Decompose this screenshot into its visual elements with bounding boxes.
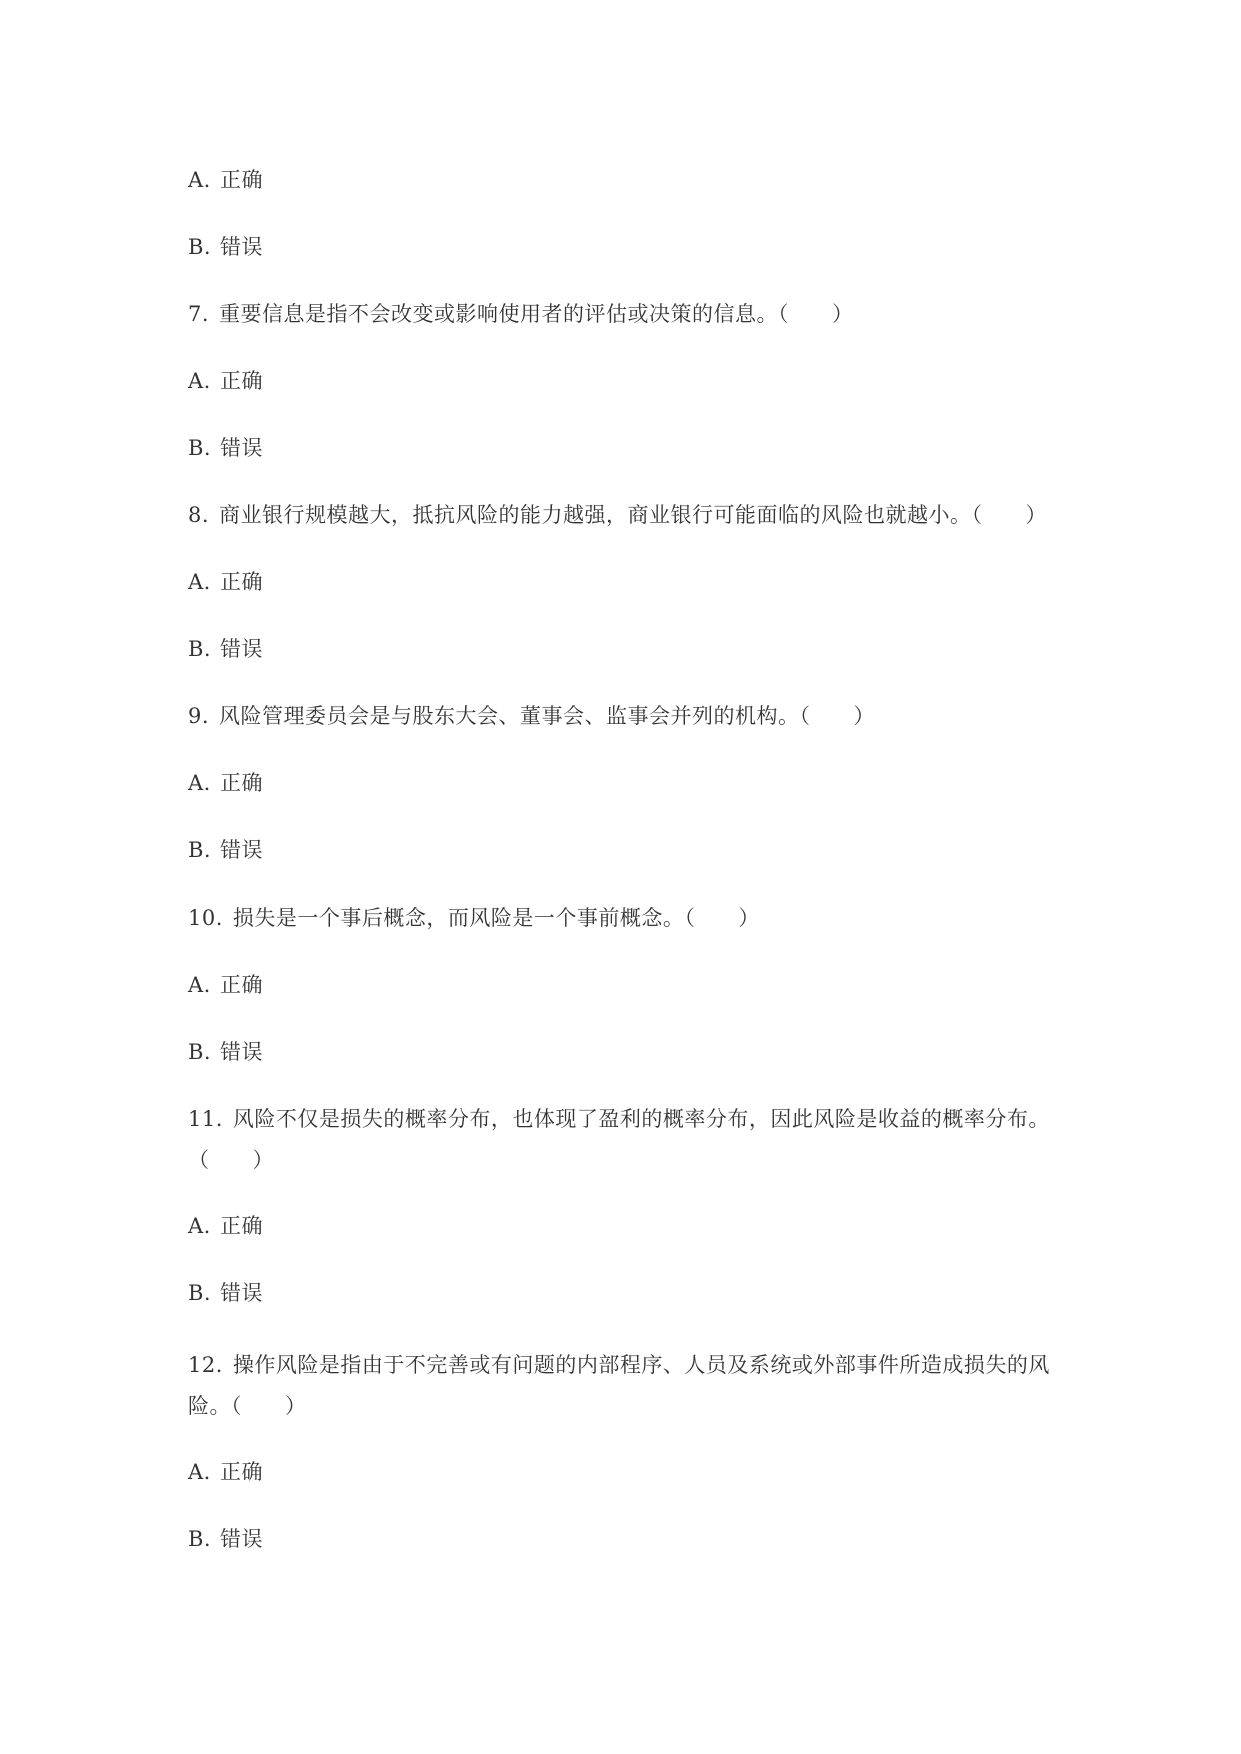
question-number: 11. xyxy=(188,1107,223,1131)
question-11-continuation xyxy=(188,1140,1068,1180)
option-letter: A. xyxy=(188,1214,211,1238)
option-text: 正确 xyxy=(220,570,263,594)
option-letter: A. xyxy=(188,168,211,192)
option-letter: A. xyxy=(188,973,211,997)
option-text: 错误 xyxy=(220,1527,263,1551)
option-b-q8 xyxy=(188,629,1068,669)
option-letter: B. xyxy=(188,1040,212,1064)
question-8 xyxy=(188,495,1068,535)
option-a-q6 xyxy=(188,160,1068,200)
option-b-q12 xyxy=(188,1519,1068,1559)
option-a-q11 xyxy=(188,1206,1068,1246)
question-number: 9. xyxy=(188,704,210,728)
option-a-q7 xyxy=(188,361,1068,401)
option-text: 正确 xyxy=(220,1214,263,1238)
question-12 xyxy=(188,1345,1068,1385)
question-7 xyxy=(188,294,1068,334)
question-text: 风险管理委员会是与股东大会、董事会、监事会并列的机构。（ ） xyxy=(219,704,876,728)
question-text: 风险不仅是损失的概率分布，也体现了盈利的概率分布，因此风险是收益的概率分布。 xyxy=(232,1107,1050,1131)
option-text: 错误 xyxy=(220,1281,263,1305)
option-text: 错误 xyxy=(220,1040,263,1064)
option-text: 错误 xyxy=(220,838,263,862)
question-text: 险。（ ） xyxy=(188,1394,307,1418)
option-text: 正确 xyxy=(220,1460,263,1484)
question-number: 7. xyxy=(188,302,210,326)
option-b-q7 xyxy=(188,428,1068,468)
option-letter: A. xyxy=(188,369,211,393)
option-a-q12 xyxy=(188,1452,1068,1492)
option-b-q11 xyxy=(188,1273,1068,1313)
option-b-q9 xyxy=(188,830,1068,870)
option-b-q10 xyxy=(188,1032,1068,1072)
option-text: 正确 xyxy=(220,771,263,795)
option-letter: B. xyxy=(188,436,212,460)
option-b-q6 xyxy=(188,227,1068,267)
option-letter: A. xyxy=(188,1460,211,1484)
option-letter: A. xyxy=(188,771,211,795)
option-a-q10 xyxy=(188,965,1068,1005)
option-text: 正确 xyxy=(220,168,263,192)
question-10 xyxy=(188,898,1068,938)
option-text: 错误 xyxy=(220,235,263,259)
question-11 xyxy=(188,1099,1068,1139)
option-text: 正确 xyxy=(220,369,263,393)
option-letter: B. xyxy=(188,1527,212,1551)
option-letter: B. xyxy=(188,838,212,862)
option-a-q8 xyxy=(188,562,1068,602)
option-letter: B. xyxy=(188,235,212,259)
question-text: 操作风险是指由于不完善或有问题的内部程序、人员及系统或外部事件所造成损失的风 xyxy=(232,1353,1050,1377)
question-number: 10. xyxy=(188,906,223,930)
option-letter: B. xyxy=(188,637,212,661)
question-number: 8. xyxy=(188,503,210,527)
question-12-continuation xyxy=(188,1386,1068,1426)
question-text: 重要信息是指不会改变或影响使用者的评估或决策的信息。（ ） xyxy=(219,302,854,326)
option-letter: B. xyxy=(188,1281,212,1305)
question-number: 12. xyxy=(188,1353,223,1377)
question-text: （ ） xyxy=(188,1148,274,1172)
question-text: 商业银行规模越大，抵抗风险的能力越强，商业银行可能面临的风险也就越小。（ ） xyxy=(219,503,1048,527)
option-letter: A. xyxy=(188,570,211,594)
option-text: 错误 xyxy=(220,436,263,460)
question-9 xyxy=(188,696,1068,736)
option-text: 正确 xyxy=(220,973,263,997)
question-text: 损失是一个事后概念，而风险是一个事前概念。（ ） xyxy=(232,906,760,930)
option-a-q9 xyxy=(188,763,1068,803)
option-text: 错误 xyxy=(220,637,263,661)
